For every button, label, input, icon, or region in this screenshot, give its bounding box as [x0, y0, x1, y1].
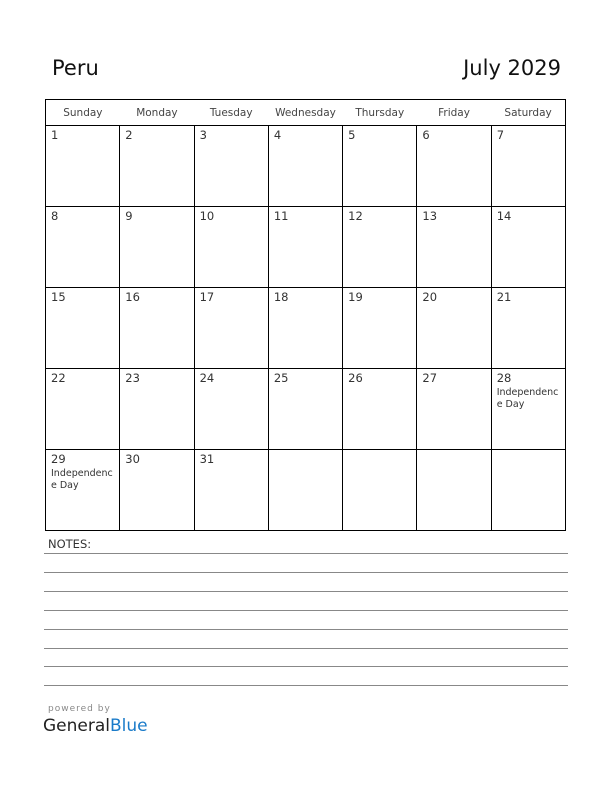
day-number: 17 — [199, 290, 215, 304]
day-number: 22 — [51, 371, 66, 385]
notes-label: NOTES: — [48, 537, 92, 551]
day-number: 5 — [348, 128, 356, 142]
day-cell — [268, 126, 342, 207]
weekday-header: Wednesday — [268, 100, 342, 126]
day-cell — [194, 207, 268, 288]
day-cell — [491, 450, 565, 531]
weekday-header: Monday — [120, 100, 194, 126]
day-number: 2 — [125, 128, 133, 142]
notes-line — [44, 591, 568, 592]
day-number: 16 — [125, 290, 140, 304]
day-number: 6 — [422, 128, 430, 142]
weekday-header: Thursday — [343, 100, 417, 126]
month-title: July 2029 — [463, 56, 561, 80]
day-number: 24 — [199, 371, 215, 385]
day-cell — [343, 369, 417, 450]
day-cell — [491, 369, 565, 450]
day-cell — [194, 450, 268, 531]
day-number: 23 — [125, 371, 140, 385]
day-cell — [46, 288, 120, 369]
day-number: 13 — [422, 209, 438, 223]
day-number: 19 — [348, 290, 363, 304]
day-number: 1 — [51, 128, 59, 142]
day-cell — [120, 288, 194, 369]
day-cell — [343, 288, 417, 369]
day-cell — [491, 288, 565, 369]
notes-line — [44, 553, 568, 554]
day-number: 27 — [422, 371, 438, 385]
holiday-label: Independence Day — [496, 387, 559, 410]
day-cell — [194, 369, 268, 450]
day-cell — [46, 207, 120, 288]
day-cell — [120, 369, 194, 450]
day-number: 15 — [51, 290, 66, 304]
notes-line — [44, 572, 568, 573]
day-cell — [194, 288, 268, 369]
week-row — [46, 126, 566, 207]
day-cell — [268, 207, 342, 288]
day-cell — [194, 126, 268, 207]
notes-line — [44, 629, 568, 630]
day-number: 29 — [51, 452, 66, 466]
day-cell — [343, 207, 417, 288]
day-number: 20 — [422, 290, 438, 304]
day-cell — [46, 450, 120, 531]
day-cell — [268, 288, 342, 369]
day-number: 4 — [273, 128, 282, 142]
day-number: 9 — [125, 209, 133, 223]
day-cell — [417, 207, 491, 288]
week-row — [46, 369, 566, 450]
day-cell — [120, 126, 194, 207]
day-number: 12 — [348, 209, 363, 223]
day-cell — [120, 450, 194, 531]
day-cell — [268, 450, 342, 531]
weekday-header: Sunday — [46, 100, 120, 126]
day-number: 11 — [273, 209, 289, 223]
country-title: Peru — [52, 56, 99, 80]
notes-line — [44, 648, 568, 649]
generalblue-logo — [43, 716, 148, 736]
day-cell — [343, 126, 417, 207]
day-cell — [268, 369, 342, 450]
day-cell — [417, 126, 491, 207]
day-cell — [417, 369, 491, 450]
weekday-header: Saturday — [491, 100, 565, 126]
calendar-grid — [45, 99, 566, 531]
day-number: 25 — [273, 371, 289, 385]
brand-blue: Blue — [110, 716, 148, 736]
day-number: 18 — [273, 290, 289, 304]
day-cell — [46, 126, 120, 207]
day-cell — [46, 369, 120, 450]
day-number: 28 — [496, 371, 512, 385]
day-cell — [417, 450, 491, 531]
brand-general: General — [43, 716, 110, 736]
notes-line — [44, 666, 568, 667]
day-number: 10 — [199, 209, 215, 223]
day-cell — [491, 126, 565, 207]
day-cell — [417, 288, 491, 369]
day-number: 21 — [496, 290, 512, 304]
day-number: 8 — [51, 209, 59, 223]
weekday-header: Tuesday — [194, 100, 268, 126]
day-cell — [491, 207, 565, 288]
week-row — [46, 207, 566, 288]
day-number: 7 — [496, 128, 505, 142]
day-cell — [120, 207, 194, 288]
holiday-label: Independence Day — [51, 468, 113, 491]
notes-line — [44, 685, 568, 686]
powered-by: powered by — [48, 704, 111, 714]
weekday-header: Friday — [417, 100, 491, 126]
week-row — [46, 288, 566, 369]
day-number: 30 — [125, 452, 140, 466]
day-number: 26 — [348, 371, 363, 385]
notes-line — [44, 610, 568, 611]
week-row — [46, 450, 566, 531]
day-cell — [343, 450, 417, 531]
day-number: 31 — [199, 452, 215, 466]
day-number: 14 — [496, 209, 512, 223]
day-number: 3 — [199, 128, 207, 142]
